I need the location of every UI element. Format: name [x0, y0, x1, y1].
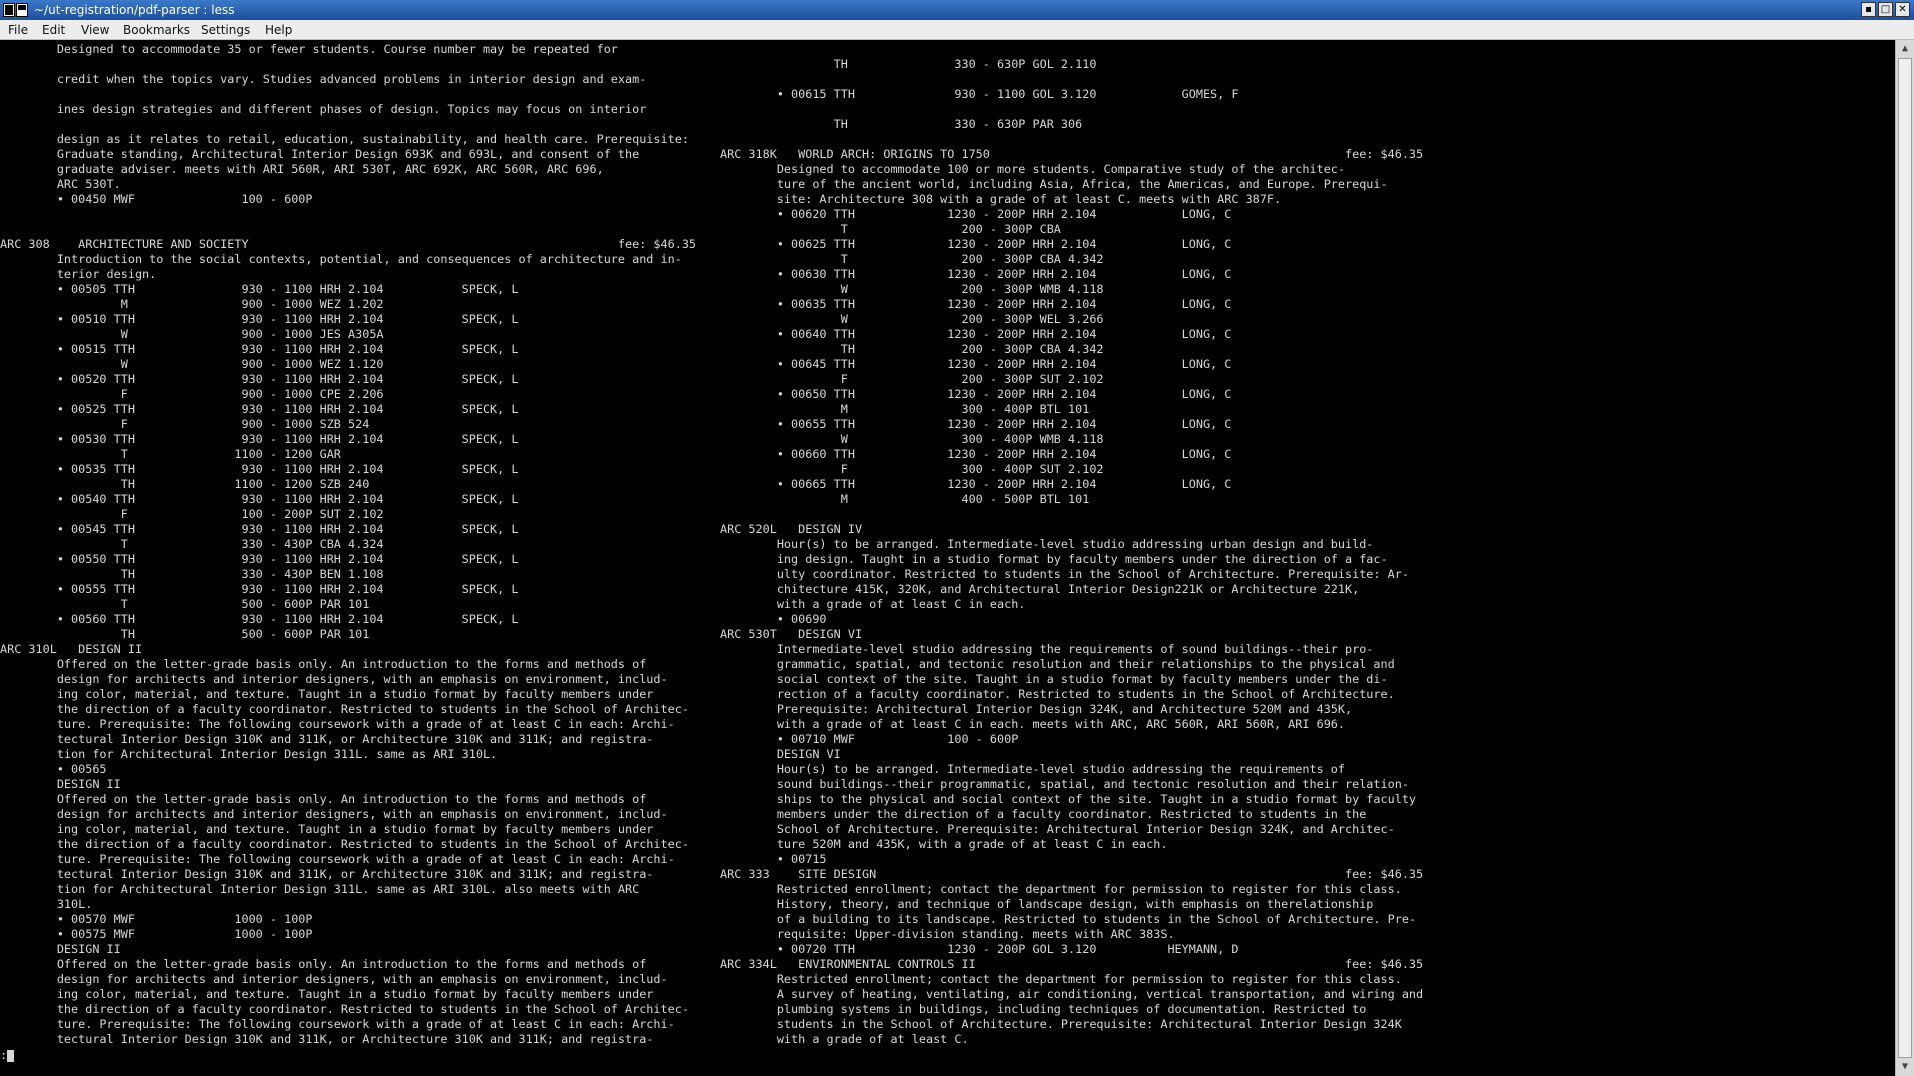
text-line: ulty coordinator. Restricted to students in the School of Architecture. Prerequisite: Ar- — [720, 567, 1409, 581]
text-line: History, theory, and technique of landscape design, with emphasis on therelationship — [720, 897, 1374, 911]
text-line: ture of the ancient world, including Asia, Africa, the Americas, and Europe. Prerequi- — [720, 177, 1388, 191]
text-line: • 00545 TTH 930 - 1100 HRH 2.104 SPECK, L — [0, 522, 519, 536]
text-line: • 00620 TTH 1230 - 200P HRH 2.104 LONG, C — [720, 207, 1232, 221]
text-line: • 00655 TTH 1230 - 200P HRH 2.104 LONG, C — [720, 417, 1232, 431]
text-line: F 300 - 400P SUT 2.102 — [720, 462, 1104, 476]
text-line: terior design. — [0, 267, 157, 281]
text-line: M 400 - 500P BTL 101 — [720, 492, 1090, 506]
text-line: ARC 308 ARCHITECTURE AND SOCIETY fee: $46.35 — [0, 237, 697, 251]
menu-file[interactable]: File — [8, 23, 29, 37]
text-line: ing color, material, and texture. Taught in a studio format by faculty members under — [0, 987, 654, 1001]
text-line: graduate adviser. meets with ARI 560R, ARI 530T, ARC 692K, ARC 560R, ARC 696, — [0, 162, 604, 176]
text-line: site: Architecture 308 with a grade of at least C. meets with ARC 387F. — [720, 192, 1282, 206]
text-line: the direction of a faculty coordinator. Restricted to students in the School of Architec- — [0, 837, 689, 851]
text-line: • 00560 TTH 930 - 1100 HRH 2.104 SPECK, L — [0, 612, 519, 626]
text-line: • 00615 TTH 930 - 1100 GOL 3.120 GOMES, F — [720, 87, 1239, 101]
text-line: • 00640 TTH 1230 - 200P HRH 2.104 LONG, C — [720, 327, 1232, 341]
menu-settings[interactable]: Settings — [201, 23, 251, 37]
text-line: ture. Prerequisite: The following coursework with a grade of at least C in each: Archi- — [0, 1017, 675, 1031]
scroll-up-icon[interactable]: ▲ — [1901, 43, 1909, 54]
text-line: • 00535 TTH 930 - 1100 HRH 2.104 SPECK, L — [0, 462, 519, 476]
text-line: ture. Prerequisite: The following coursework with a grade of at least C in each: Archi- — [0, 717, 675, 731]
minimize-icon[interactable]: ▪ — [1861, 2, 1876, 17]
text-line: TH 330 - 630P GOL 2.110 — [720, 57, 1097, 71]
text-line: design as it relates to retail, education, sustainability, and health care. Prerequisite: — [0, 132, 689, 146]
text-line: chitecture 415K, 320K, and Architectural Interior Design221K or Architecture 221K, — [720, 582, 1360, 596]
text-line: F 200 - 300P SUT 2.102 — [720, 372, 1104, 386]
text-line: M 900 - 1000 WEZ 1.202 — [0, 297, 384, 311]
text-line: Offered on the letter-grade basis only. An introduction to the forms and methods of — [0, 957, 647, 971]
text-line: 310L. — [0, 897, 93, 911]
text-line: DESIGN VI — [720, 747, 841, 761]
text-line: Restricted enrollment; contact the department for permission to register for this class. — [720, 882, 1402, 896]
text-line: tion for Architectural Interior Design 311L. same as ARI 310L. also meets with ARC — [0, 882, 640, 896]
text-line: with a grade of at least C in each. meets with ARC, ARC 560R, ARI 560R, ARI 696. — [720, 717, 1346, 731]
text-line: tectural Interior Design 310K and 311K, or Architecture 310K and 311K; and registra- — [0, 1032, 654, 1046]
text-line: ships to the physical and social context of the site. Taught in a studio format by faculty — [720, 792, 1417, 806]
text-line: DESIGN II — [0, 777, 121, 791]
text-line: Prerequisite: Architectural Interior Design 324K, and Architecture 520M and 435K, — [720, 702, 1353, 716]
text-line: Offered on the letter-grade basis only. An introduction to the forms and methods of — [0, 657, 647, 671]
close-icon[interactable]: ✕ — [1895, 2, 1910, 17]
text-line: design for architects and interior designers, with an emphasis on environment, includ- — [0, 807, 668, 821]
terminal-cursor — [7, 1050, 14, 1062]
text-line: ARC 520L DESIGN IV — [720, 522, 863, 536]
text-line: social context of the site. Taught in a studio format by faculty members under the di- — [720, 672, 1388, 686]
text-line: • 00575 MWF 1000 - 100P — [0, 927, 313, 941]
text-line: • 00645 TTH 1230 - 200P HRH 2.104 LONG, C — [720, 357, 1232, 371]
text-line: ture 520M and 435K, with a grade of at least C in each. — [720, 837, 1168, 851]
text-line: • 00505 TTH 930 - 1100 HRH 2.104 SPECK, L — [0, 282, 519, 296]
text-line: ARC 333 SITE DESIGN fee: $46.35 — [720, 867, 1424, 881]
scrollbar-thumb[interactable] — [1898, 58, 1912, 1058]
text-line: grammatic, spatial, and tectonic resolution and their relationships to the physical and — [720, 657, 1395, 671]
text-line: Hour(s) to be arranged. Intermediate-level studio addressing urban design and build- — [720, 537, 1374, 551]
text-line: • 00525 TTH 930 - 1100 HRH 2.104 SPECK, L — [0, 402, 519, 416]
text-line: A survey of heating, ventilating, air conditioning, vertical transportation, and wiring and — [720, 987, 1424, 1001]
text-line: ing color, material, and texture. Taught in a studio format by faculty members under — [0, 822, 654, 836]
text-line: of a building to its landscape. Restricted to students in the School of Architecture. Pre- — [720, 912, 1417, 926]
text-line: • 00550 TTH 930 - 1100 HRH 2.104 SPECK, L — [0, 552, 519, 566]
text-line: • 00570 MWF 1000 - 100P — [0, 912, 313, 926]
text-line: plumbing systems in buildings, including techniques of documentation. Restricted to — [720, 1002, 1367, 1016]
vertical-scrollbar[interactable] — [1895, 40, 1914, 1076]
text-line: T 200 - 300P CBA 4.342 — [720, 252, 1104, 266]
text-line: F 900 - 1000 CPE 2.206 — [0, 387, 384, 401]
window-titlebar[interactable] — [0, 0, 1914, 20]
text-line: • 00715 — [720, 852, 827, 866]
text-line: W 200 - 300P WEL 3.266 — [720, 312, 1104, 326]
text-line: Intermediate-level studio addressing the requirements of sound buildings--their pro- — [720, 642, 1374, 656]
menu-edit[interactable]: Edit — [42, 23, 66, 37]
text-line: TH 1100 - 1200 SZB 240 — [0, 477, 370, 491]
text-line: design for architects and interior designers, with an emphasis on environment, includ- — [0, 972, 668, 986]
text-line: • 00625 TTH 1230 - 200P HRH 2.104 LONG, C — [720, 237, 1232, 251]
text-line: T 330 - 430P CBA 4.324 — [0, 537, 384, 551]
text-line: • 00690 — [720, 612, 827, 626]
text-line: M 300 - 400P BTL 101 — [720, 402, 1090, 416]
text-line: • 00660 TTH 1230 - 200P HRH 2.104 LONG, C — [720, 447, 1232, 461]
text-line: W 200 - 300P WMB 4.118 — [720, 282, 1104, 296]
text-line: F 900 - 1000 SZB 524 — [0, 417, 370, 431]
text-line: Designed to accommodate 35 or fewer students. Course number may be repeated for — [0, 42, 618, 56]
text-line: T 1100 - 1200 GAR — [0, 447, 341, 461]
text-line: • 00710 MWF 100 - 600P — [720, 732, 1019, 746]
text-line: • 00510 TTH 930 - 1100 HRH 2.104 SPECK, L — [0, 312, 519, 326]
text-line: DESIGN II — [0, 942, 121, 956]
text-line: T 200 - 300P CBA — [720, 222, 1061, 236]
text-line: with a grade of at least C in each. — [720, 597, 1026, 611]
menu-bar — [0, 20, 1914, 40]
text-line: T 500 - 600P PAR 101 — [0, 597, 370, 611]
menu-view[interactable]: View — [81, 23, 110, 37]
text-line: tion for Architectural Interior Design 311L. same as ARI 310L. — [0, 747, 498, 761]
text-line: rection of a faculty coordinator. Restricted to students in the School of Architecture. — [720, 687, 1395, 701]
text-line: ARC 530T DESIGN VI — [720, 627, 863, 641]
text-line: TH 330 - 630P PAR 306 — [720, 117, 1083, 131]
text-line: F 100 - 200P SUT 2.102 — [0, 507, 384, 521]
text-line: requisite: Upper-division standing. meets with ARC 383S. — [720, 927, 1175, 941]
text-line: Hour(s) to be arranged. Intermediate-level studio addressing the requirements of — [720, 762, 1346, 776]
text-line: ture. Prerequisite: The following coursework with a grade of at least C in each: Archi- — [0, 852, 675, 866]
text-line: • 00520 TTH 930 - 1100 HRH 2.104 SPECK, L — [0, 372, 519, 386]
menu-help[interactable]: Help — [265, 23, 293, 37]
text-line: TH 200 - 300P CBA 4.342 — [720, 342, 1104, 356]
text-line: • 00635 TTH 1230 - 200P HRH 2.104 LONG, C — [720, 297, 1232, 311]
text-line: Restricted enrollment; contact the department for permission to register for this class. — [720, 972, 1402, 986]
text-line: • 00720 TTH 1230 - 200P GOL 3.120 HEYMANN, D — [720, 942, 1239, 956]
text-line: credit when the topics vary. Studies advanced problems in interior design and exam- — [0, 72, 647, 86]
text-line: tectural Interior Design 310K and 311K, or Architecture 310K and 311K; and registra- — [0, 867, 654, 881]
text-line: W 300 - 400P WMB 4.118 — [720, 432, 1104, 446]
text-line: • 00555 TTH 930 - 1100 HRH 2.104 SPECK, L — [0, 582, 519, 596]
text-line: students in the School of Architecture. Prerequisite: Architectural Interior Design 324K — [720, 1017, 1402, 1031]
text-line: • 00515 TTH 930 - 1100 HRH 2.104 SPECK, L — [0, 342, 519, 356]
text-line: the direction of a faculty coordinator. Restricted to students in the School of Architec- — [0, 1002, 689, 1016]
text-line: Introduction to the social contexts, potential, and consequences of architecture and in- — [0, 252, 682, 266]
text-line: • 00665 TTH 1230 - 200P HRH 2.104 LONG, C — [720, 477, 1232, 491]
text-line: • 00450 MWF 100 - 600P — [0, 192, 313, 206]
text-line: with a grade of at least C. — [720, 1032, 969, 1046]
text-line: the direction of a faculty coordinator. Restricted to students in the School of Architec- — [0, 702, 689, 716]
text-line: W 900 - 1000 WEZ 1.120 — [0, 357, 384, 371]
text-line: ARC 310L DESIGN II — [0, 642, 143, 656]
text-line: TH 330 - 430P BEN 1.108 — [0, 567, 384, 581]
text-line: ARC 318K WORLD ARCH: ORIGINS TO 1750 fee: $46.35 — [720, 147, 1424, 161]
text-line: design for architects and interior designers, with an emphasis on environment, includ- — [0, 672, 668, 686]
text-line: Offered on the letter-grade basis only. An introduction to the forms and methods of — [0, 792, 647, 806]
text-line: W 900 - 1000 JES A305A — [0, 327, 384, 341]
text-line: ing design. Taught in a studio format by faculty members under the direction of a fac- — [720, 552, 1388, 566]
text-line: members under the direction of a faculty coordinator. Restricted to students in the — [720, 807, 1367, 821]
text-line: sound buildings--their programmatic, spatial, and tectonic resolution and their relation- — [720, 777, 1409, 791]
less-prompt: : — [0, 1048, 8, 1062]
text-line: • 00530 TTH 930 - 1100 HRH 2.104 SPECK, L — [0, 432, 519, 446]
text-line: • 00630 TTH 1230 - 200P HRH 2.104 LONG, C — [720, 267, 1232, 281]
scroll-down-icon[interactable]: ▼ — [1901, 1061, 1909, 1072]
window-title: ~/ut-registration/pdf-parser : less — [34, 3, 235, 17]
text-line: ARC 334L ENVIRONMENTAL CONTROLS II fee: $46.35 — [720, 957, 1424, 971]
text-line: School of Architecture. Prerequisite: Architectural Interior Design 324K, and Architec- — [720, 822, 1395, 836]
text-line: ines design strategies and different phases of design. Topics may focus on interior — [0, 102, 647, 116]
text-line: Graduate standing, Architectural Interior Design 693K and 693L, and consent of the — [0, 147, 640, 161]
text-line: TH 500 - 600P PAR 101 — [0, 627, 370, 641]
window-controls — [1861, 2, 1910, 17]
text-line: tectural Interior Design 310K and 311K, or Architecture 310K and 311K; and registra- — [0, 732, 654, 746]
terminal-app-icon — [3, 3, 28, 17]
text-line: • 00540 TTH 930 - 1100 HRH 2.104 SPECK, L — [0, 492, 519, 506]
text-line: ARC 530T. — [0, 177, 121, 191]
text-line: • 00565 — [0, 762, 107, 776]
terminal-output[interactable] — [0, 40, 1895, 1076]
text-line: ing color, material, and texture. Taught in a studio format by faculty members under — [0, 687, 654, 701]
text-line: • 00650 TTH 1230 - 200P HRH 2.104 LONG, C — [720, 387, 1232, 401]
menu-bookmarks[interactable]: Bookmarks — [123, 23, 191, 37]
maximize-icon[interactable]: □ — [1878, 2, 1893, 17]
text-line: Designed to accommodate 100 or more students. Comparative study of the architec- — [720, 162, 1346, 176]
